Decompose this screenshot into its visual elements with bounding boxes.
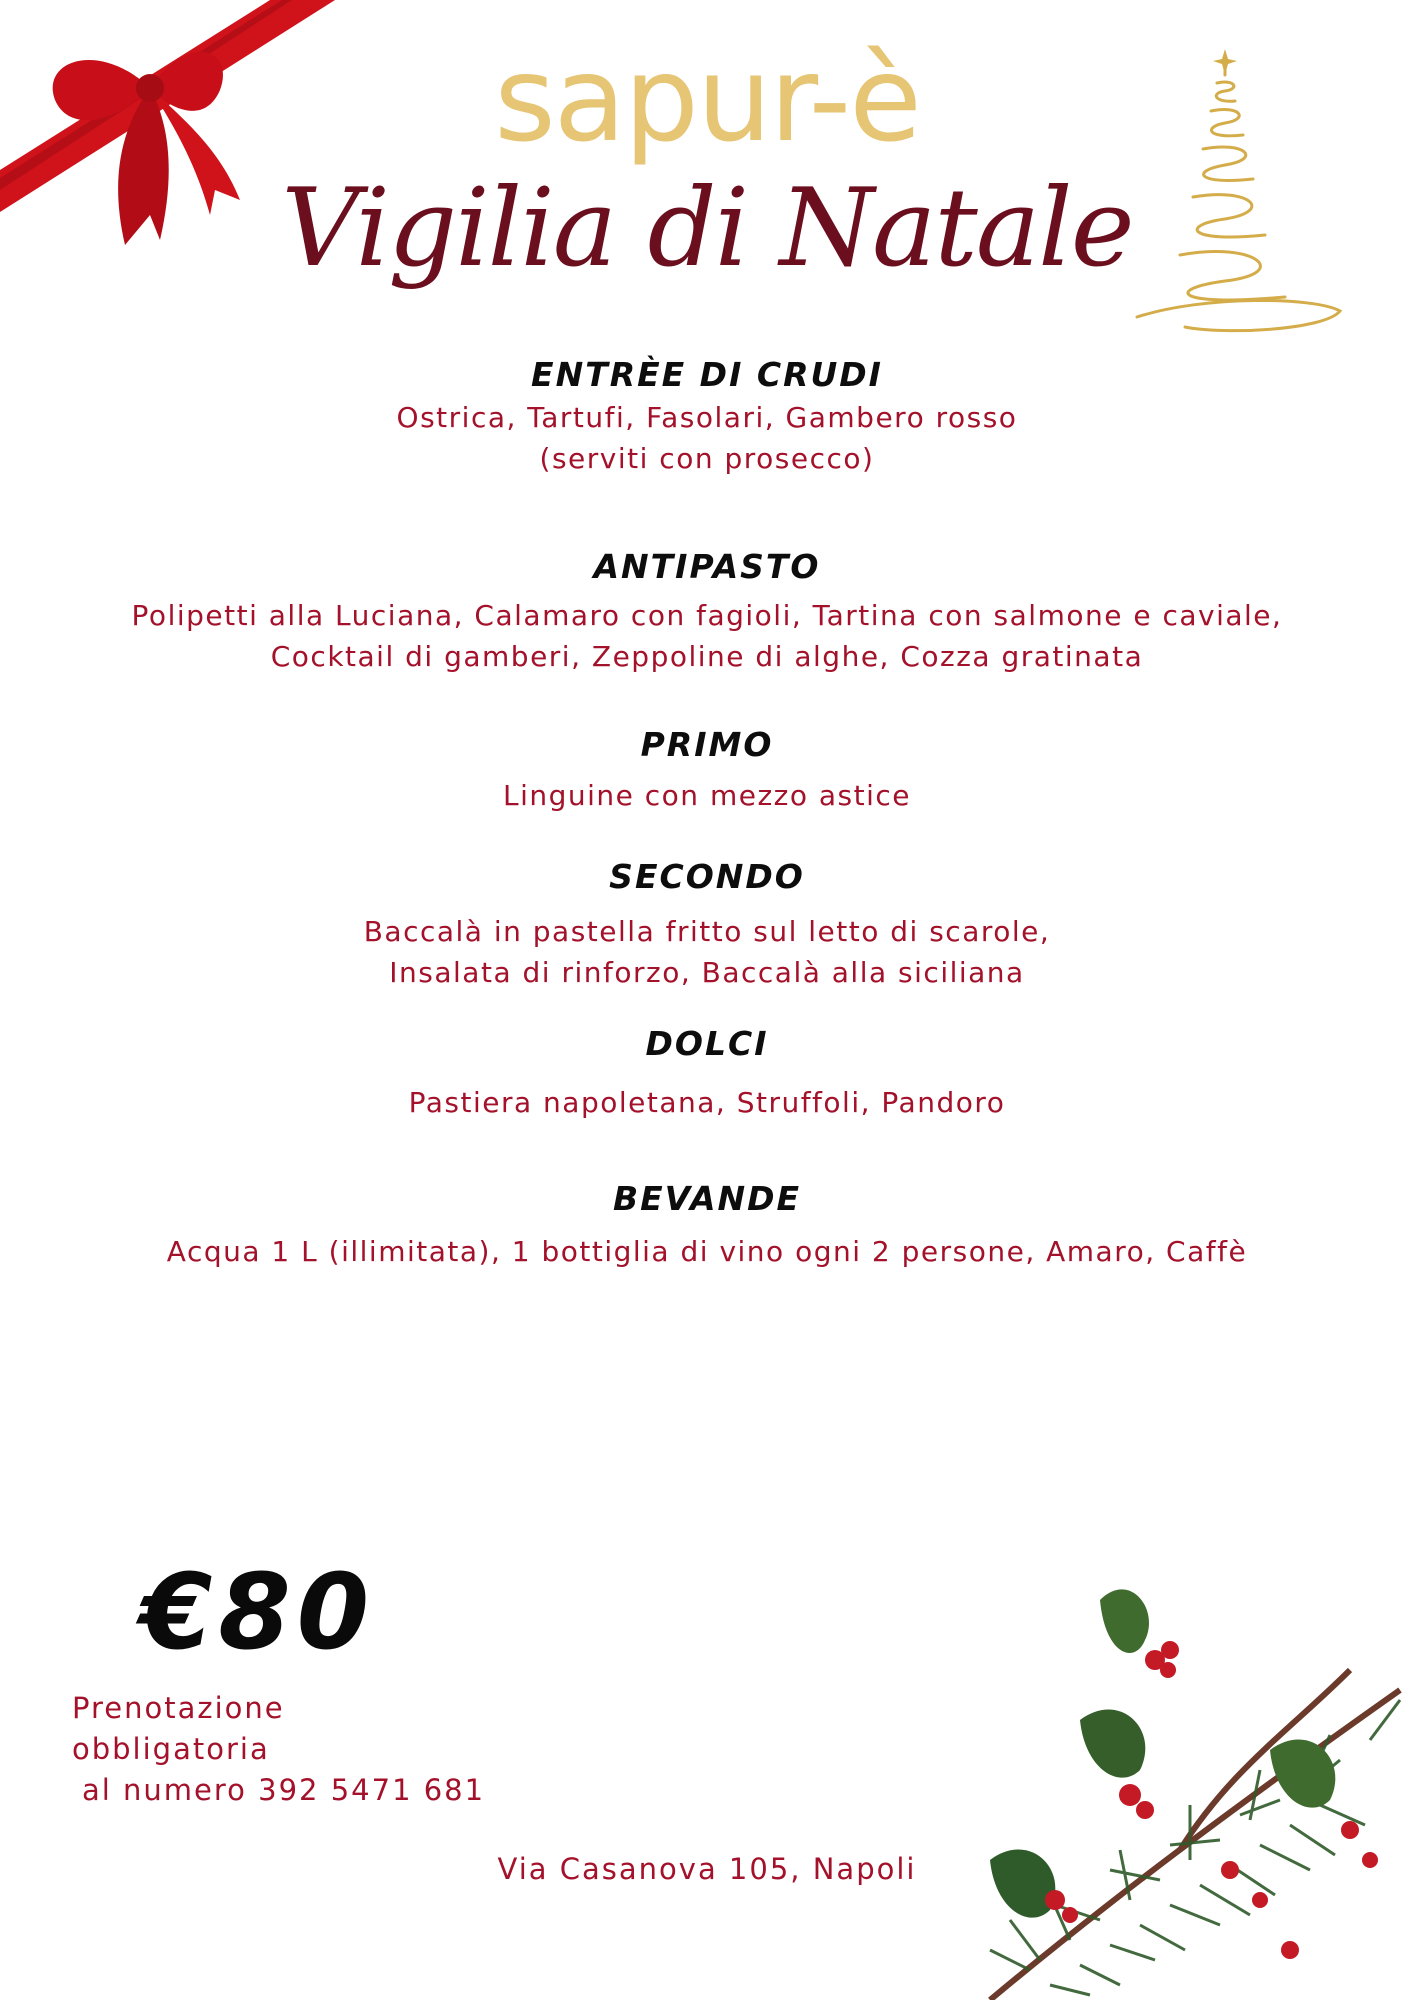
section-line: Acqua 1 L (illimitata), 1 bottiglia di vino ogni 2 persone, Amaro, Caffè xyxy=(166,1235,1248,1268)
menu-title: Vigilia di Natale xyxy=(281,166,1133,291)
booking-line: Prenotazione obbligatoria xyxy=(72,1691,285,1766)
section-heading: PRIMO xyxy=(640,725,774,764)
section-line: Ostrica, Tartufi, Fasolari, Gambero rosso xyxy=(396,401,1018,434)
address: Via Casanova 105, Napoli xyxy=(497,1852,917,1886)
section-line: (serviti con prosecco) xyxy=(539,442,875,475)
section-secondo xyxy=(0,857,1414,993)
section-dolci xyxy=(0,1024,1414,1123)
section-heading: SECONDO xyxy=(609,857,805,896)
section-line: Linguine con mezzo astice xyxy=(502,779,912,812)
section-line: Polipetti alla Luciana, Calamaro con fagioli, Tartina con salmone e caviale, xyxy=(131,599,1283,632)
price: €80 xyxy=(140,1551,376,1673)
section-line: Insalata di rinforzo, Baccalà alla siciliana xyxy=(389,956,1025,989)
booking-info xyxy=(72,1688,492,1811)
booking-phone: al numero 392 5471 681 xyxy=(82,1773,486,1807)
section-bevande xyxy=(0,1179,1414,1272)
section-antipasto xyxy=(0,547,1414,677)
section-heading: ANTIPASTO xyxy=(593,547,821,586)
holly-branch-icon xyxy=(930,1570,1414,2000)
section-line: Baccalà in pastella fritto sul letto di scarole, xyxy=(363,915,1051,948)
section-heading: DOLCI xyxy=(645,1024,769,1063)
section-heading: BEVANDE xyxy=(612,1179,802,1218)
section-line: Pastiera napoletana, Struffoli, Pandoro xyxy=(408,1086,1006,1119)
section-line: Cocktail di gamberi, Zeppoline di alghe, Cozza gratinata xyxy=(270,640,1144,673)
section-primo xyxy=(0,725,1414,816)
brand-logo: sapur-è xyxy=(494,30,920,168)
section-entree xyxy=(0,355,1414,479)
section-heading: ENTRÈE DI CRUDI xyxy=(531,355,883,394)
